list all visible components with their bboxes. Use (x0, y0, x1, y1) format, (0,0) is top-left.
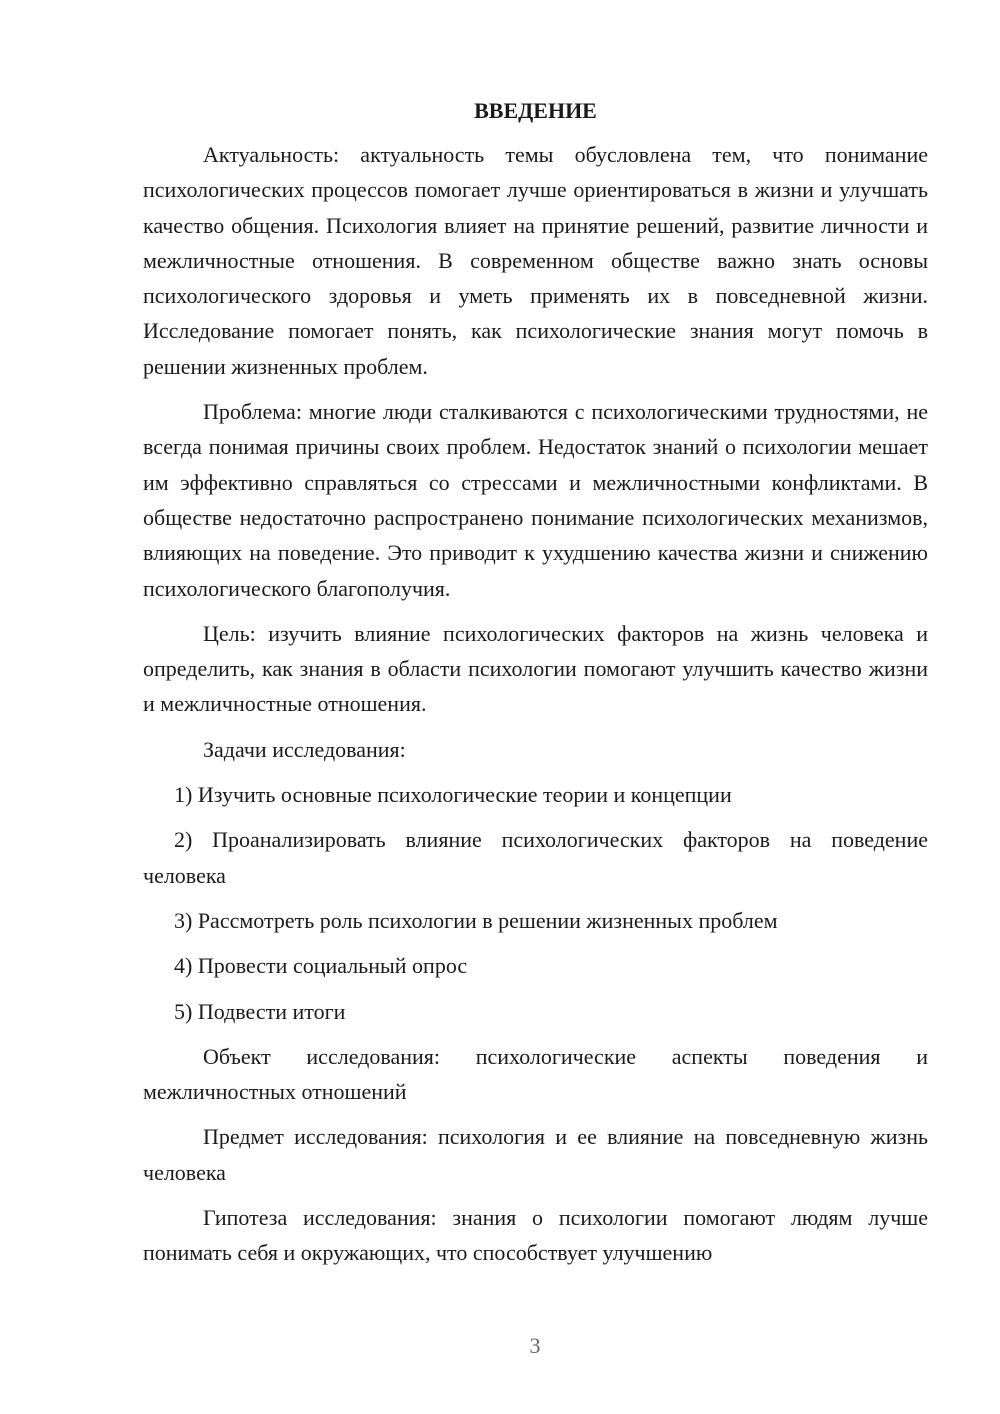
task-item: 2) Проанализировать влияние психологических факторов на поведение человека (143, 827, 928, 888)
subject-paragraph: Предмет исследования: психология и ее влияние на повседневную жизнь человека (143, 1124, 928, 1185)
goal-paragraph: Цель: изучить влияние психологических факторов на жизнь человека и определить, как знания в области психологии помогают улучшить качество жизни и межличностные отношения. (143, 620, 928, 717)
page-number: 3 (529, 1333, 541, 1358)
task-item: 1) Изучить основные психологические теории и концепции (174, 782, 732, 808)
problem-paragraph: Проблема: многие люди сталкиваются с психологическими трудностями, не всегда понимая причины своих проблем. Недостаток знаний о психологии мешает им эффективно справляться со стрессами и межличностными конфликтами. В обществе недостаточно распространено понимание психологических механизмов, влияющих на поведение. Это приводит к ухудшению качества жизни и снижению психологического благополучия. (143, 399, 928, 601)
hypothesis-paragraph: Гипотеза исследования: знания о психологии помогают людям лучше понимать себя и окружающих, что способствует улучшению (143, 1205, 928, 1266)
tasks-heading: Задачи исследования: (203, 736, 406, 762)
tasks-list (143, 777, 928, 1029)
object-paragraph: Объект исследования: психологические аспекты поведения и межличностных отношений (143, 1043, 928, 1105)
task-item: 4) Провести социальный опрос (174, 953, 468, 979)
task-item: 3) Рассмотреть роль психологии в решении жизненных проблем (174, 907, 778, 933)
task-item: 5) Подвести итоги (174, 998, 346, 1024)
document-title: ВВЕДЕНИЕ (474, 98, 597, 123)
relevance-paragraph: Актуальность: актуальность темы обусловлена тем, что понимание психологических процессов помогает лучше ориентироваться в жизни и улучшать качество общения. Психология влияет на принятие решений, развитие личности и межличностные отношения. В современном обществе важно знать основы психологического здоровья и уметь применять их в повседневной жизни. Исследование помогает понять, как психологические знания могут помочь в решении жизненных проблем. (143, 142, 928, 379)
document-page (143, 96, 928, 1281)
